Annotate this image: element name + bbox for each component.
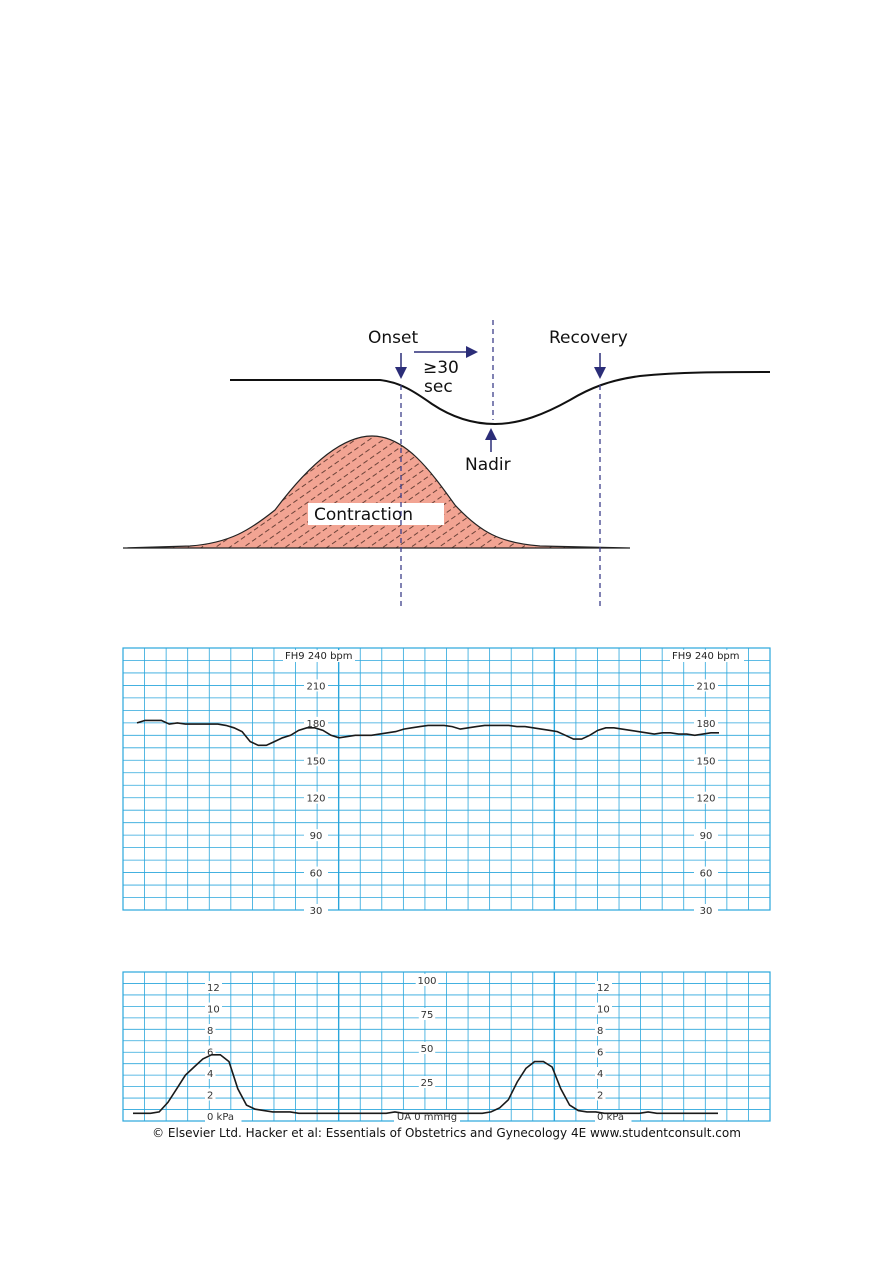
uterine-activity-panel [123,972,770,1123]
ua-scale-label: 12 [597,983,610,994]
ua-center-scale-label: 100 [417,976,437,987]
late-deceleration-schematic [123,320,770,607]
duration-label-line2: sec [424,377,453,397]
ua-scale-label: 12 [207,983,220,994]
fhr-deceleration-curve [230,372,770,424]
fhr-scale-label: 180 [306,718,326,730]
fhr-scale-label: 180 [696,718,716,730]
fhr-scale-label: 120 [306,793,326,805]
contraction-label: Contraction [314,505,414,525]
contraction-curve [123,436,630,548]
fhr-scale-label: 30 [309,906,323,917]
ua-scale-label: 6 [207,1047,214,1059]
fhr-scale-label: 210 [696,681,716,693]
nadir-label: Nadir [465,455,511,475]
fhr-header-left: FH9 240 bpm [285,651,353,662]
fhr-scale-label: 60 [309,868,323,880]
ua-scale-label: 0 kPa [207,1112,235,1123]
ua-center-scale-label: 75 [420,1010,434,1021]
ua-center-scale-label: 50 [420,1044,434,1055]
fhr-scale-label: 90 [699,831,713,843]
fhr-scale-label: 210 [306,681,326,693]
ua-scale-label: 8 [597,1026,604,1037]
fhr-scale-label: 30 [699,906,713,917]
ua-scale-label: 4 [207,1069,214,1080]
ua-scale-label: 0 kPa [597,1112,625,1123]
fhr-tracing-panel [123,648,770,917]
fhr-scale-label: 150 [696,756,716,768]
fhr-header-right: FH9 240 bpm [672,651,740,662]
ua-scale-label: 10 [207,1004,220,1016]
fhr-scale-label: 150 [306,756,326,768]
ua-scale-label: 2 [207,1090,214,1102]
onset-label: Onset [368,328,419,348]
recovery-label: Recovery [549,328,628,348]
ua-scale-label: 4 [597,1069,604,1080]
fhr-scale-label: 90 [309,831,323,843]
ua-scale-label: 8 [207,1026,214,1037]
ua-scale-label: 10 [597,1004,610,1016]
ua-center-scale-label: UA 0 mmHg [396,1112,458,1123]
figure-caption: © Elsevier Ltd. Hacker et al: Essentials of Obstetrics and Gynecology 4E www.studentconsult.com [152,1126,741,1140]
ua-scale-label: 2 [597,1090,604,1102]
duration-label-line1: ≥30 [423,358,459,378]
ua-center-scale-label: 25 [420,1078,434,1089]
fhr-scale-label: 60 [699,868,713,880]
fhr-scale-label: 120 [696,793,716,805]
ua-scale-label: 6 [597,1047,604,1059]
